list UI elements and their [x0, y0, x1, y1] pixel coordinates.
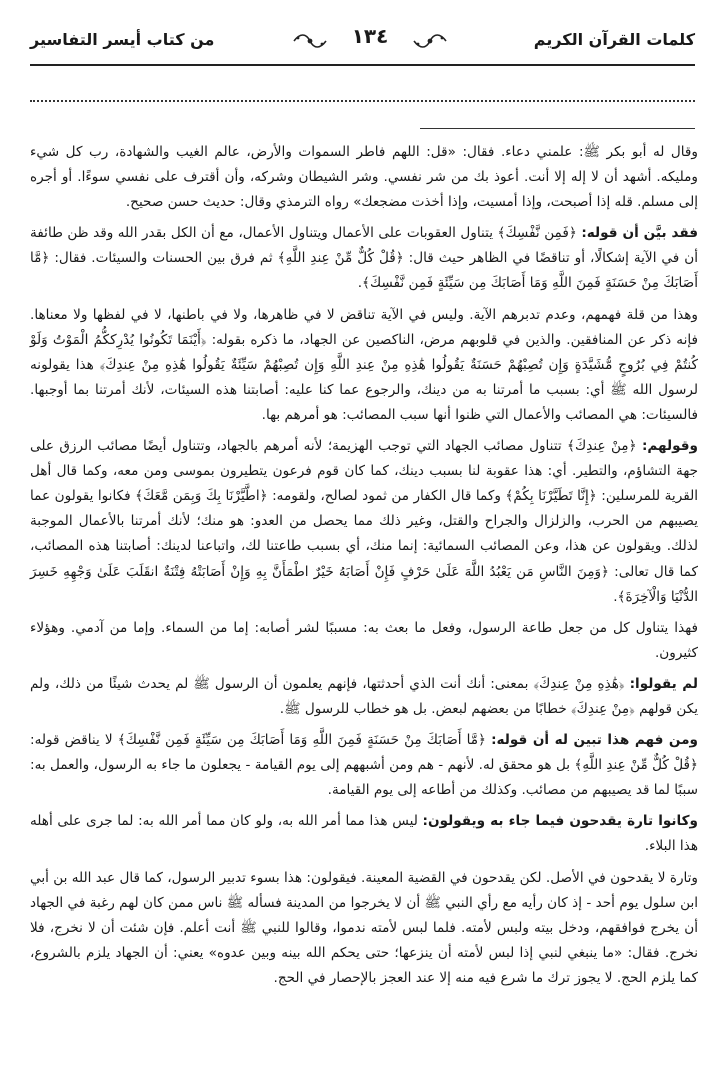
paragraph-text: وهذا من قلة فهمهم، وعدم تدبرهم الآية. وليس في الآية تناقض لا في ظاهرها، ولا في باطنها، لا في لفظها ولا معناها. فإنه ذكر عن المنافقين. والذين في قلوبهم مرض، الناكصين عن الجهاد، ما ذكره بقوله: ﴿أَيْنَمَا تَكُونُوا يُدْرِككُّمُ الْمَوْتُ وَلَوْ كُنتُمْ فِي بُرُوجٍ مُّشَيَّدَةٍ وَإِن تُصِبْهُمْ حَسَنَةٌ يَقُولُوا هَٰذِهِ مِنْ عِندِ اللَّهِ وَإِن تُصِبْهُمْ سَيِّئَةٌ يَقُولُوا هَٰذِهِ مِنْ عِندِكَ﴾ هذا يقولونه لرسول الله ﷺ أي: بسبب ما أمرتنا به من دينك، والرجوع عما كنا عليه: أصابتنا هذه السيئات، لأنك أمرتنا بما أوجبها. فالسيئات: هي المصائب والأعمال التي ظنوا أنها سبب المصائب: هو أمرهم بها.: [30, 306, 698, 423]
paragraph-text: ﴿فَمِن نَّفْسِكَ﴾ يتناول العقوبات على الأعمال ويتناول الأعمال، مع أن الكل بقدر الله وقد ظن طائفة أن في الآية إشكالًا، أو تناقضًا في الظاهر حيث قال: ﴿قُلْ كُلٌّ مِّنْ عِندِ اللَّهِ﴾ ثم فرق بين الحسنات والسيئات. فقال: ﴿مَّا أَصَابَكَ مِنْ حَسَنَةٍ فَمِنَ اللَّهِ وَمَا أَصَابَكَ مِن سَيِّئَةٍ فَمِن نَّفْسِكَ﴾.: [30, 225, 698, 292]
paragraph: [30, 303, 698, 428]
paragraph-text: وتارة لا يقدحون في الأصل. لكن يقدحون في القضية المعينة. فيقولون: هذا بسوء تدبير الرسول، كما قال عبد الله بن أبي ابن سلول يوم أحد - إذ كان رأيه مع رأي النبي ﷺ أن لا يخرجوا من المدينة فسأله ﷺ ناس ممن كان لهم رغبة في الجهاد أن يخرج فوافقهم، ودخل بيته ولبس لأمته. فلما لبس لأمته ندموا، وقالوا للنبي ﷺ أنت أعلم. فإن شئت أن لا نخرج، فلا نخرج. فقال: «ما ينبغي لنبي إذا لبس لأمته أن ينزعها؛ حتى يحكم الله بينه وبين عدوه» يعني: أن الجهاد يلزم بالشروع، كما يلزم الحج. لا يجوز ترك ما شرع فيه منه إلا عند العجز بالإحصار في الحج.: [30, 869, 698, 986]
source-title: من كتاب أيسر التفاسير: [30, 30, 215, 49]
header-rule: [30, 64, 695, 66]
paragraph-text: ﴿مَّا أَصَابَكَ مِنْ حَسَنَةٍ فَمِنَ اللَّهِ وَمَا أَصَابَكَ مِن سَيِّئَةٍ فَمِن نَّفْسِكَ﴾ لا يناقض قوله: ﴿قُلْ كُلٌّ مِّنْ عِندِ اللَّهِ﴾ بل هو محقق له. لأنهم - هم ومن أشبههم إلى يوم القيامة - يجعلون ما جاء به الرسول، والعمل به: سببًا لما قد يصيبهم من مصائب. وكذلك من أطاعه إلى يوم القيامة.: [30, 732, 698, 799]
paragraph-text: وقال له أبو بكر ﷺ: علمني دعاء. فقال: «قل: اللهم فاطر السموات والأرض، عالم الغيب والشهادة، رب كل شيء ومليكه. أشهد أن لا إله إلا أنت. أعوذ بك من شر نفسي. وشر الشيطان وشركه، وأن أقترف على نفسي سوءًا. أو أجره إلى مسلم. قله إذا أصبحت، وإذا أمسيت، وإذا أخذت مضجعك» رواه الترمذي وقال: حديث حسن صحيح.: [30, 144, 698, 211]
paragraph-lead: وكانوا تارة يقدحون فيما جاء به ويقولون:: [422, 813, 698, 830]
main-text: [30, 140, 698, 997]
paragraph-text: ليس هذا مما أمر الله به، ولو كان مما أمر الله به: لما جرى على أهله هذا البلاء.: [30, 813, 698, 855]
paragraph-text: فهذا يتناول كل من جعل طاعة الرسول، وفعل ما بعث به: مسببًا لشر أصابه: إما من السماء. وإما من آدمي. وهؤلاء كثيرون.: [30, 619, 698, 661]
paragraph: [30, 221, 698, 296]
paragraph-lead: لم يقولوا:: [629, 675, 698, 692]
paragraph: [30, 728, 698, 803]
paragraph: [30, 672, 698, 722]
paragraph-text: ﴿مِنْ عِندِكَ﴾ تتناول مصائب الجهاد التي توجب الهزيمة؛ لأنه أمرهم بالجهاد، وتتناول أيضًا مصائب الرزق على جهة التشاؤم، والتطير. أي: هذا عقوبة لنا بسبب دينك، كما كان قوم فرعون يتطيرون بموسى ومن معه، وكما قال أهل القرية للمرسلين: ﴿إِنَّا تَطَيَّرْنَا بِكُمْ﴾ وكما قال الكفار من ثمود لصالح، ولقومه: ﴿اطَّيَّرْنَا بِكَ وَبِمَن مَّعَكَ﴾ فكانوا يقولون عما يصيبهم من الحرب، والزلزال والجراح والقتل، وغير ذلك مما يحصل من العدو: هو منك؛ لأنك أمرتنا بالأعمال الموجبة لذلك. ويقولون عن هذا، وعن المصائب السمائية: إنما منك، أي بسبب طاعتنا لك، واتباعنا لدينك: أصابتنا هذه المصائب، كما قال تعالى: ﴿وَمِنَ النَّاسِ مَن يَعْبُدُ اللَّهَ عَلَىٰ حَرْفٍ فَإِنْ أَصَابَهُ خَيْرٌ اطْمَأَنَّ بِهِ وَإِنْ أَصَابَتْهُ فِتْنَةٌ انقَلَبَ عَلَىٰ وَجْهِهِ خَسِرَ الدُّنْيَا وَالْآخِرَةَ﴾.: [30, 438, 698, 605]
paragraph-text: ﴿هَٰذِهِ مِنْ عِندِكَ﴾ بمعنى: أنك أنت الذي أحدثتها، فإنهم يعلمون أن الرسول ﷺ لم يحدث شيئًا من ذلك، ولم يكن قولهم ﴿مِنْ عِندِكَ﴾ خطابًا من بعضهم لبعض. بل هو خطاب للرسول ﷺ.: [30, 675, 698, 717]
paragraph: [30, 140, 698, 215]
page-header: [30, 20, 695, 64]
paragraph: [30, 616, 698, 666]
book-title: كلمات القرآن الكريم: [533, 30, 695, 49]
footnote-divider: [420, 128, 695, 129]
ornament-icon: [412, 32, 448, 50]
paragraph-lead: وقولهم:: [641, 438, 698, 455]
paragraph: [30, 809, 698, 859]
paragraph: [30, 434, 698, 610]
dotted-divider: [30, 100, 695, 102]
paragraph-lead: ومن فهم هذا تبين له أن قوله:: [491, 732, 698, 749]
page-number: ١٣٤: [351, 24, 389, 48]
ornament-icon: [292, 32, 328, 50]
paragraph-lead: فقد بيَّن أن قوله:: [581, 225, 698, 242]
paragraph: [30, 866, 698, 991]
